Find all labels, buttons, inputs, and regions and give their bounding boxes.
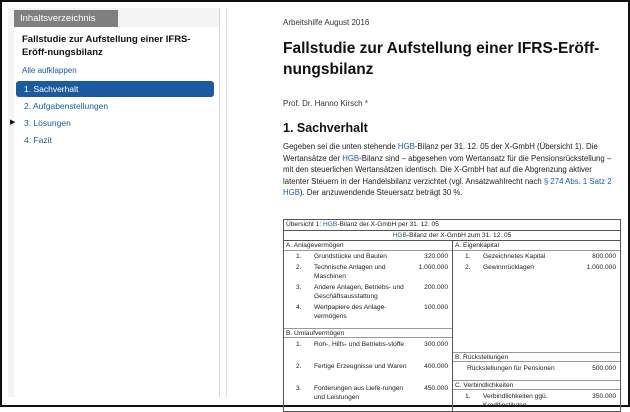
row-label: Forderungen aus Liefe-rungen und Leistungen — [314, 385, 404, 401]
section-rueckstellungen: B. Rückstellungen — [453, 352, 620, 362]
row-number: 2. — [465, 264, 471, 271]
hgb-link[interactable]: HGB — [397, 142, 415, 151]
para-text: ). Der anzuwendende Steuersatz beträgt 30 %. — [299, 188, 463, 197]
article-content — [226, 8, 623, 409]
table-row — [284, 253, 452, 263]
toc-panel — [10, 27, 219, 397]
balance-sheet-table — [283, 219, 621, 412]
row-number: 1. — [465, 393, 471, 400]
toc-item-label: 4. Fazit — [24, 135, 52, 145]
table-of-contents-sidebar — [8, 8, 220, 397]
table-row — [453, 365, 620, 375]
author-name: Prof. Dr. Hanno Kirsch — [283, 99, 363, 108]
toc-item-label: 2. Aufgabenstellungen — [24, 101, 109, 111]
row-value: 1.000.000 — [586, 264, 616, 271]
table-body — [284, 241, 620, 411]
row-number: 1. — [465, 253, 471, 260]
row-label: Wertpapiere des Anlage-vermögens — [314, 304, 387, 320]
toc-item-label: 1. Sachverhalt — [24, 84, 79, 94]
hgb-link[interactable]: HGB — [342, 153, 360, 163]
hgb-link[interactable]: HGB — [392, 232, 407, 239]
row-number: 4. — [296, 304, 302, 311]
row-number: 1. — [296, 341, 302, 348]
section-verbindlichkeiten: C. Verbindlichkeiten — [453, 380, 620, 390]
caption-suffix: -Bilanz der X-GmbH per 31. 12. 05 — [337, 221, 439, 228]
table-row — [284, 284, 452, 302]
article-kicker: Arbeitshilfe August 2016 — [283, 18, 370, 27]
row-value: 500.000 — [592, 365, 616, 372]
table-row — [284, 341, 452, 359]
row-number: 2. — [296, 264, 302, 271]
row-value: 450.000 — [424, 385, 448, 392]
toc-item-loesungen[interactable] — [10, 115, 214, 131]
section-paragraph — [283, 141, 617, 199]
toc-item-sachverhalt[interactable] — [16, 81, 214, 97]
table-row — [453, 253, 620, 263]
row-number: 1. — [296, 253, 302, 260]
article-author — [283, 99, 368, 108]
row-label: Gezeichnetes Kapital — [483, 253, 546, 260]
assets-column — [284, 241, 453, 411]
toc-item-aufgabenstellungen[interactable] — [16, 98, 214, 114]
table-caption — [284, 220, 620, 231]
table-row — [284, 363, 452, 381]
expand-arrow-icon[interactable]: ▶ — [10, 119, 16, 126]
paragraph-274-link[interactable]: § 274 Abs. 1 Satz 2 HGB — [283, 176, 612, 197]
row-value: 100.000 — [424, 304, 448, 311]
row-value: 320.000 — [424, 253, 448, 260]
section-umlaufvermoegen: B. Umlaufvermögen — [284, 328, 452, 338]
para-text: Gegeben sei die unten stehende — [283, 142, 398, 151]
row-label: Grundstücke und Bauten — [314, 253, 387, 260]
toc-item-label: 3. Lösungen — [24, 118, 71, 128]
table-row — [284, 304, 452, 322]
row-label: Gewinnrücklagen — [483, 264, 534, 271]
section-eigenkapital: A. Eigenkapital — [453, 241, 620, 251]
table-row — [284, 385, 452, 403]
row-value: 200.000 — [424, 284, 448, 291]
row-label: Fertige Erzeugnisse und Waren — [314, 363, 407, 370]
toc-tab[interactable]: Inhaltsverzeichnis — [14, 10, 118, 27]
expand-all-link[interactable]: Alle aufklappen — [22, 66, 77, 75]
table-row — [453, 393, 620, 411]
row-value: 1.000.000 — [418, 264, 448, 271]
row-value: 350.000 — [592, 393, 616, 400]
table-row — [453, 264, 620, 274]
header-suffix: -Bilanz der X-GmbH zum 31. 12. 05 — [406, 232, 512, 239]
toc-document-title: Fallstudie zur Aufstellung einer IFRS-Eröff-nungsbilanz — [22, 34, 191, 58]
row-value: 800.000 — [592, 253, 616, 260]
row-label: Verbindlichkeiten ggü. Kreditinstituten — [483, 393, 548, 409]
section-anlagevermoegen: A. Anlagevermögen — [284, 241, 452, 251]
para-text: -Bilanz sind – abgesehen vom Wertansatz für die Pensionsrückstellung – mit den steuerlichen Wertansätzen identisch. Die X-GmbH hat auf die Abgrenzung aktiver latenter Steuern in der Handelsbilanz verzichtet (vgl. Ansatzwahlrecht nach — [283, 153, 612, 186]
para-text: -Bilanz per 31. 12. 05 der X-GmbH (Übersicht 1). Die Wertansätze der — [283, 142, 598, 163]
row-value: 400.000 — [424, 363, 448, 370]
toc-item-fazit[interactable] — [16, 132, 214, 148]
row-number: 3. — [296, 385, 302, 392]
row-number: 2. — [296, 363, 302, 370]
author-footnote-link[interactable]: * — [364, 99, 368, 108]
section-heading: 1. Sachverhalt — [283, 121, 368, 135]
row-label: Andere Anlagen, Betriebs- und Geschäftsausstattung — [314, 284, 404, 300]
row-label: Rückstellungen für Pensionen — [467, 365, 555, 372]
row-number: 3. — [296, 284, 302, 291]
table-header — [284, 231, 620, 241]
table-row — [284, 264, 452, 282]
liabilities-column — [453, 241, 620, 411]
row-value: 300.000 — [424, 341, 448, 348]
caption-prefix: Übersicht 1: — [286, 221, 324, 228]
row-label: Technische Anlagen und Maschinen — [314, 264, 386, 280]
article-title: Fallstudie zur Aufstellung einer IFRS-Eröff-nungsbilanz — [283, 40, 600, 78]
hgb-link[interactable]: HGB — [323, 221, 338, 228]
row-label: Roh-, Hilfs- und Betriebs-stoffe — [314, 341, 405, 348]
